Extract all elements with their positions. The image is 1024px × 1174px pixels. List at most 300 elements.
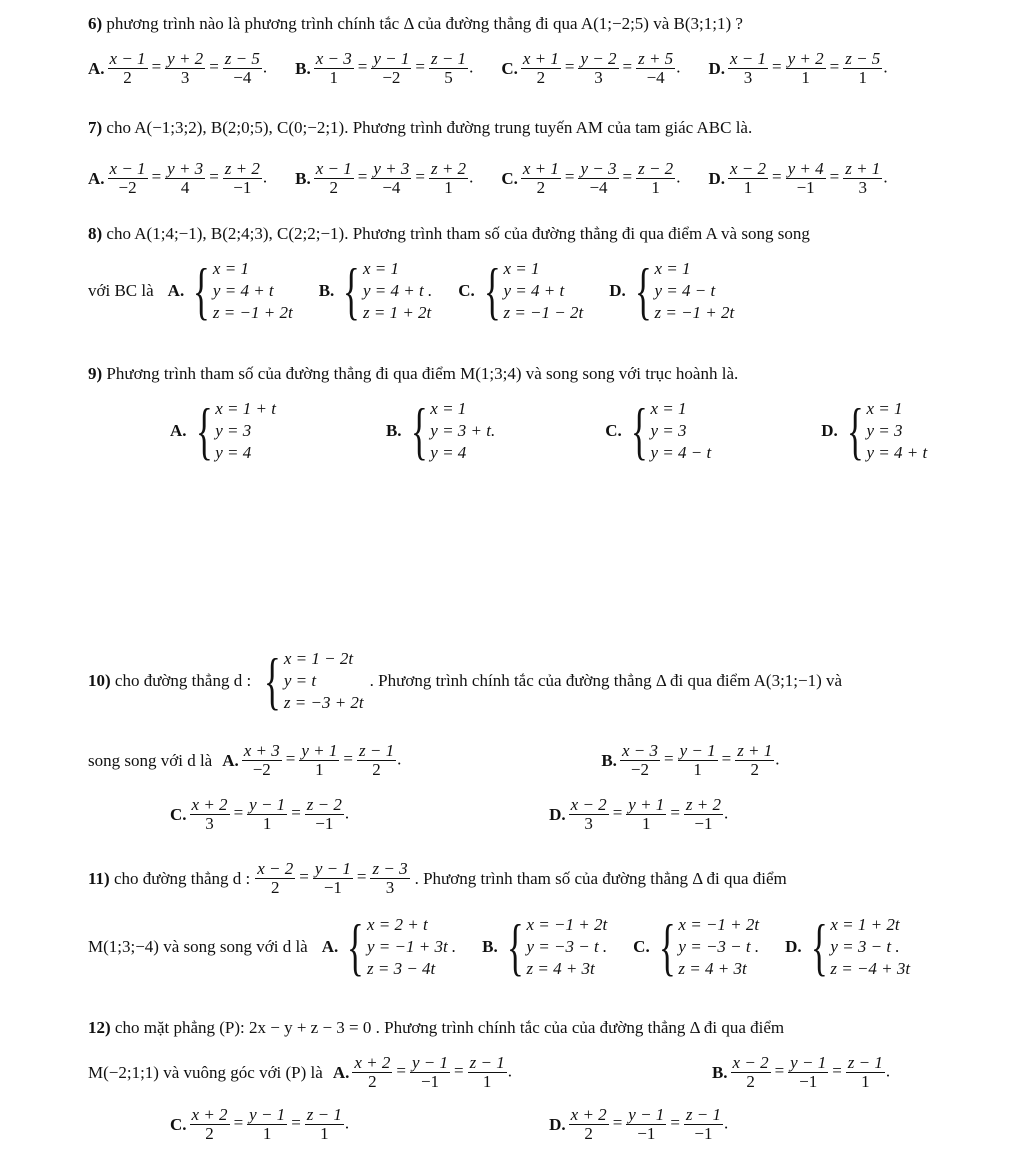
denominator: 2 — [123, 68, 132, 87]
question-12-stem — [88, 1018, 784, 1038]
option-d — [708, 50, 887, 87]
system-line: y = 4 + t — [212, 281, 274, 300]
equation — [189, 1106, 350, 1143]
question-number: 6) — [88, 14, 103, 33]
equation — [351, 1054, 512, 1091]
numerator: x − 3 — [315, 49, 352, 68]
fraction — [569, 1106, 609, 1143]
question-6-options — [88, 50, 1024, 87]
option-d — [821, 395, 928, 466]
denominator: 1 — [262, 814, 272, 833]
system-line: y = 3 — [866, 421, 903, 440]
question-text: cho A(−1;3;2), B(2;0;5), C(0;−2;1). Phương trình đường trung tuyến AM của tam giác ABC là. — [106, 118, 753, 137]
option-a — [88, 160, 267, 197]
equation — [520, 160, 681, 197]
numerator: z + 1 — [845, 159, 881, 178]
question-lead: M(1;3;−4) và song song với d là — [88, 937, 308, 956]
numerator: x + 2 — [354, 1053, 391, 1072]
denominator: 3 — [743, 68, 753, 87]
option-label: B. — [385, 421, 402, 440]
denominator: 1 — [693, 760, 702, 779]
numerator: z + 2 — [685, 795, 721, 814]
option-c — [605, 395, 712, 466]
equals-sign: = — [299, 867, 309, 887]
denominator: −2 — [252, 760, 271, 779]
fraction — [429, 50, 468, 87]
equals-sign: = — [663, 749, 674, 769]
system-line: x = 1 — [654, 259, 691, 278]
brace: { — [483, 255, 501, 326]
question-text: . Phương trình tham số của đường thẳng Δ đi qua điểm — [414, 868, 787, 888]
brace: { — [630, 395, 648, 466]
denominator: 2 — [329, 178, 338, 197]
equals-sign: = — [285, 749, 296, 769]
system-lines — [830, 914, 910, 980]
denominator: 1 — [743, 178, 753, 197]
question-text: cho đường thẳng d : — [113, 868, 251, 888]
numerator: x + 2 — [191, 795, 228, 814]
numerator: x + 3 — [243, 741, 280, 760]
equation — [313, 160, 474, 197]
denominator: 3 — [858, 178, 868, 197]
period: . — [344, 1113, 350, 1133]
numerator: x + 2 — [570, 1105, 607, 1124]
question-11-stem — [88, 860, 1024, 897]
equals-sign: = — [670, 1113, 680, 1133]
system-line: x = 1 — [363, 259, 400, 278]
denominator: 1 — [329, 68, 338, 87]
fraction — [305, 796, 344, 833]
fraction — [728, 160, 768, 197]
system-line: y = 3 — [215, 421, 252, 440]
system-line: y = 3 − t . — [830, 937, 900, 956]
equals-sign: = — [829, 167, 840, 187]
system-line: x = 1 — [650, 399, 687, 418]
fraction — [247, 1106, 287, 1143]
equals-sign: = — [233, 803, 244, 823]
question-text: cho đường thẳng d : — [114, 671, 252, 690]
option-a — [321, 911, 457, 982]
question-text: phương trình nào là phương trình chính tắc Δ của đường thẳng đi qua A(1;−2;5) và B(3;1;1) ? — [106, 14, 743, 33]
denominator: 1 — [315, 760, 324, 779]
period: . — [262, 57, 268, 77]
option-label: B. — [601, 750, 617, 770]
equation-system — [257, 645, 364, 716]
equation-system — [186, 255, 293, 326]
denominator: 4 — [180, 178, 190, 197]
fraction — [410, 1054, 450, 1091]
equals-sign: = — [291, 803, 301, 823]
system-line: y = 4 − t — [650, 443, 712, 462]
equation — [107, 50, 268, 87]
fraction — [165, 50, 205, 87]
denominator: −1 — [637, 1124, 656, 1143]
system-line: x = 2 + t — [366, 915, 428, 934]
equation — [189, 796, 350, 833]
fraction — [578, 160, 618, 197]
equals-sign: = — [829, 57, 840, 77]
system-line: x = 1 — [430, 399, 467, 418]
numerator: y + 2 — [167, 49, 204, 68]
option-a — [222, 742, 401, 779]
equation — [568, 796, 729, 833]
equation-system — [840, 395, 928, 466]
denominator: −4 — [589, 178, 608, 197]
equation — [727, 160, 888, 197]
system-lines — [654, 258, 734, 324]
system-line: z = −1 + 2t — [212, 303, 293, 322]
question-10-options-1 — [88, 742, 1024, 779]
option-label: B. — [295, 168, 311, 188]
denominator: −1 — [694, 1124, 713, 1143]
question-number: 12) — [88, 1018, 111, 1037]
equals-sign: = — [670, 803, 680, 823]
numerator: y − 1 — [628, 1105, 665, 1124]
system-line: x = 1 — [212, 259, 249, 278]
option-label: D. — [708, 168, 725, 188]
denominator: 5 — [444, 68, 453, 87]
numerator: y − 2 — [580, 49, 617, 68]
equals-sign: = — [357, 167, 368, 187]
brace: { — [634, 255, 652, 326]
system-line: z = −3 + 2t — [283, 693, 364, 712]
brace: { — [193, 255, 211, 326]
system-line: x = −1 + 2t — [678, 915, 760, 934]
numerator: y + 3 — [373, 159, 410, 178]
denominator: 1 — [444, 178, 453, 197]
denominator: −1 — [796, 178, 815, 197]
question-7-stem — [88, 118, 752, 138]
brace: { — [347, 911, 365, 982]
denominator: 1 — [651, 178, 660, 197]
numerator: z − 1 — [430, 49, 467, 68]
denominator: −4 — [646, 68, 665, 87]
system-line: y = t — [283, 671, 317, 690]
fraction — [299, 742, 339, 779]
equation-system — [336, 255, 433, 326]
denominator: 3 — [584, 814, 593, 833]
fraction — [165, 160, 205, 197]
equals-sign: = — [343, 749, 353, 769]
brace: { — [195, 395, 213, 466]
question-10-stem — [88, 645, 1024, 716]
denominator: 3 — [385, 878, 395, 897]
period: . — [676, 57, 681, 77]
denominator: −2 — [630, 760, 649, 779]
fraction — [370, 860, 409, 897]
equation-system — [628, 255, 735, 326]
period: . — [883, 167, 888, 187]
equation — [241, 742, 402, 779]
numerator: y − 1 — [373, 49, 410, 68]
equals-sign: = — [774, 1061, 785, 1081]
denominator: −1 — [315, 814, 334, 833]
fraction — [371, 160, 411, 197]
fraction — [626, 1106, 666, 1143]
denominator: 3 — [594, 68, 603, 87]
option-a — [170, 395, 276, 466]
denominator: 2 — [536, 178, 546, 197]
option-label: C. — [605, 421, 622, 440]
equals-sign: = — [291, 1113, 301, 1133]
period: . — [676, 167, 681, 187]
brace: { — [810, 911, 828, 982]
fraction — [636, 160, 675, 197]
numerator: x − 2 — [570, 795, 607, 814]
denominator: 1 — [262, 1124, 272, 1143]
fraction — [684, 796, 723, 833]
numerator: y − 1 — [679, 741, 716, 760]
numerator: y + 4 — [787, 159, 824, 178]
period: . — [469, 57, 474, 77]
question-7-options — [88, 160, 1024, 197]
option-label: D. — [549, 1114, 566, 1134]
system-line: y = 4 + t — [503, 281, 565, 300]
denominator: 1 — [320, 1124, 329, 1143]
system-line: z = 1 + 2t — [363, 303, 432, 322]
equals-sign: = — [832, 1061, 842, 1081]
equation — [568, 1106, 729, 1143]
option-label: D. — [821, 421, 838, 440]
denominator: −1 — [233, 178, 252, 197]
system-line: z = −1 − 2t — [503, 303, 584, 322]
equals-sign: = — [415, 57, 425, 77]
fraction — [626, 796, 666, 833]
option-label: B. — [318, 281, 335, 300]
system-lines — [215, 398, 276, 464]
option-label: A. — [88, 168, 105, 188]
brace: { — [410, 395, 428, 466]
numerator: y + 1 — [628, 795, 665, 814]
option-label: A. — [88, 58, 105, 78]
option-a — [88, 50, 267, 87]
numerator: z − 5 — [845, 49, 881, 68]
option-label: A. — [167, 281, 185, 300]
equals-sign: = — [622, 57, 633, 77]
period: . — [724, 1113, 729, 1133]
option-label: C. — [170, 1114, 187, 1134]
fraction — [352, 1054, 392, 1091]
denominator: 2 — [746, 1072, 755, 1091]
equation-system — [189, 395, 276, 466]
fraction — [190, 1106, 230, 1143]
denominator: 1 — [642, 814, 651, 833]
line-d-system — [257, 645, 364, 716]
question-number: 10) — [88, 671, 111, 690]
numerator: x + 1 — [522, 159, 559, 178]
option-c — [633, 911, 760, 982]
option-label: C. — [501, 168, 518, 188]
question-text: . Phương trình chính tắc của đường thẳng Δ đi qua điểm A(3;1;−1) và — [369, 671, 843, 690]
system-line: z = −4 + 3t — [830, 959, 911, 978]
option-d — [549, 796, 728, 833]
option-c — [170, 796, 349, 833]
option-b — [601, 742, 779, 779]
denominator: −1 — [694, 814, 713, 833]
fraction — [223, 50, 262, 87]
fraction — [636, 50, 675, 87]
system-line: x = −1 + 2t — [526, 915, 608, 934]
numerator: x + 2 — [191, 1105, 228, 1124]
equals-sign: = — [772, 57, 782, 77]
equals-sign: = — [415, 167, 425, 187]
numerator: y + 3 — [167, 159, 204, 178]
system-line: y = −3 − t . — [526, 937, 608, 956]
denominator: 2 — [271, 878, 280, 897]
numerator: x − 1 — [729, 49, 766, 68]
fraction — [190, 796, 230, 833]
numerator: y − 1 — [790, 1053, 827, 1072]
numerator: x − 2 — [257, 859, 294, 878]
period: . — [397, 749, 402, 769]
fraction — [735, 742, 774, 779]
question-number: 11) — [88, 868, 110, 888]
equation — [520, 50, 681, 87]
system-lines — [430, 398, 495, 464]
system-line: z = −1 + 2t — [654, 303, 735, 322]
equals-sign: = — [357, 57, 368, 77]
equals-sign: = — [612, 1113, 623, 1133]
equals-sign: = — [721, 749, 732, 769]
question-text: Phương trình tham số của đường thẳng đi qua điểm M(1;3;4) và song song với trục hoành là. — [106, 364, 739, 383]
fraction — [357, 742, 396, 779]
fraction — [684, 1106, 723, 1143]
option-b — [482, 911, 608, 982]
fraction — [305, 1106, 344, 1143]
period: . — [724, 803, 729, 823]
numerator: x + 1 — [522, 49, 559, 68]
system-line: y = 3 — [650, 421, 687, 440]
question-number: 8) — [88, 224, 103, 243]
question-text: cho mặt phẳng (P): 2x − y + z − 3 = 0 . Phương trình chính tắc của của đường thẳng Δ đi qua điểm — [114, 1018, 785, 1037]
fraction — [786, 50, 826, 87]
numerator: y − 1 — [411, 1053, 449, 1072]
equation — [107, 160, 268, 197]
option-d — [785, 911, 911, 982]
equals-sign: = — [151, 57, 162, 77]
fraction — [578, 50, 618, 87]
option-label: B. — [711, 1062, 728, 1082]
question-10-options-2 — [170, 796, 1024, 833]
question-12-options-1 — [88, 1054, 1024, 1091]
option-a — [167, 255, 293, 326]
system-line: z = 3 − 4t — [366, 959, 436, 978]
fraction — [786, 160, 826, 197]
equals-sign: = — [772, 167, 782, 187]
system-line: x = 1 — [503, 259, 540, 278]
system-line: x = 1 — [866, 399, 903, 418]
numerator: x − 1 — [315, 159, 352, 178]
option-b — [318, 255, 433, 326]
numerator: y − 3 — [580, 159, 617, 178]
option-label: A. — [332, 1062, 350, 1082]
option-d — [549, 1106, 728, 1143]
denominator: −2 — [118, 178, 137, 197]
period: . — [262, 167, 268, 187]
option-label: D. — [609, 281, 626, 300]
period: . — [344, 803, 350, 823]
denominator: 3 — [180, 68, 190, 87]
equals-sign: = — [209, 57, 219, 77]
fraction — [108, 160, 148, 197]
fraction — [843, 160, 882, 197]
fraction — [728, 50, 768, 87]
option-label: C. — [633, 937, 650, 956]
option-label: D. — [708, 58, 725, 78]
equals-sign: = — [151, 167, 162, 187]
brace: { — [264, 645, 281, 716]
system-lines — [367, 914, 456, 980]
fraction — [429, 160, 468, 197]
option-b — [712, 1054, 890, 1091]
system-lines — [678, 914, 759, 980]
numerator: z − 1 — [847, 1053, 883, 1072]
numerator: z + 1 — [737, 741, 773, 760]
option-label: A. — [170, 421, 187, 440]
question-number: 9) — [88, 364, 103, 383]
numerator: z − 2 — [306, 795, 342, 814]
numerator: z + 2 — [430, 159, 467, 178]
denominator: 1 — [801, 68, 810, 87]
denominator: 2 — [368, 1072, 377, 1091]
option-b — [385, 395, 496, 466]
period: . — [507, 1061, 512, 1081]
question-11-options — [88, 911, 1024, 982]
system-line: x = 1 − 2t — [283, 649, 354, 668]
numerator: x − 2 — [729, 159, 766, 178]
system-line: y = −3 − t . — [678, 937, 760, 956]
system-lines — [866, 398, 927, 464]
system-line: y = 4 − t — [654, 281, 716, 300]
numerator: x − 3 — [621, 741, 658, 760]
denominator: 2 — [205, 1124, 214, 1143]
equals-sign: = — [396, 1061, 406, 1081]
brace: { — [343, 255, 361, 326]
equation-system — [652, 911, 760, 982]
question-9-options — [170, 395, 1024, 466]
system-line: y = 4 + t — [866, 443, 928, 462]
equation — [730, 1054, 891, 1091]
option-d — [609, 255, 735, 326]
period: . — [883, 57, 888, 77]
numerator: z − 1 — [685, 1105, 721, 1124]
question-lead: M(−2;1;1) và vuông góc với (P) là — [88, 1062, 323, 1082]
numerator: y + 1 — [301, 741, 338, 760]
equals-sign: = — [564, 57, 575, 77]
system-line: y = 3 + t. — [430, 421, 496, 440]
question-number: 7) — [88, 118, 103, 137]
question-lead: song song với d là — [88, 750, 213, 770]
question-lead: với BC là — [88, 281, 154, 300]
equals-sign: = — [233, 1113, 244, 1133]
denominator: 2 — [584, 1124, 593, 1143]
numerator: z − 5 — [224, 49, 260, 68]
fraction — [843, 50, 882, 87]
equation — [313, 50, 474, 87]
numerator: y + 2 — [787, 49, 824, 68]
system-line: z = 4 + 3t — [526, 959, 595, 978]
option-label: C. — [170, 804, 187, 824]
option-c — [170, 1106, 349, 1143]
denominator: 2 — [750, 760, 759, 779]
denominator: 1 — [858, 68, 868, 87]
equation — [254, 859, 410, 897]
brace: { — [846, 395, 864, 466]
option-c — [501, 160, 680, 197]
fraction — [468, 1054, 507, 1091]
denominator: 1 — [482, 1072, 492, 1091]
numerator: z − 1 — [469, 1053, 505, 1072]
